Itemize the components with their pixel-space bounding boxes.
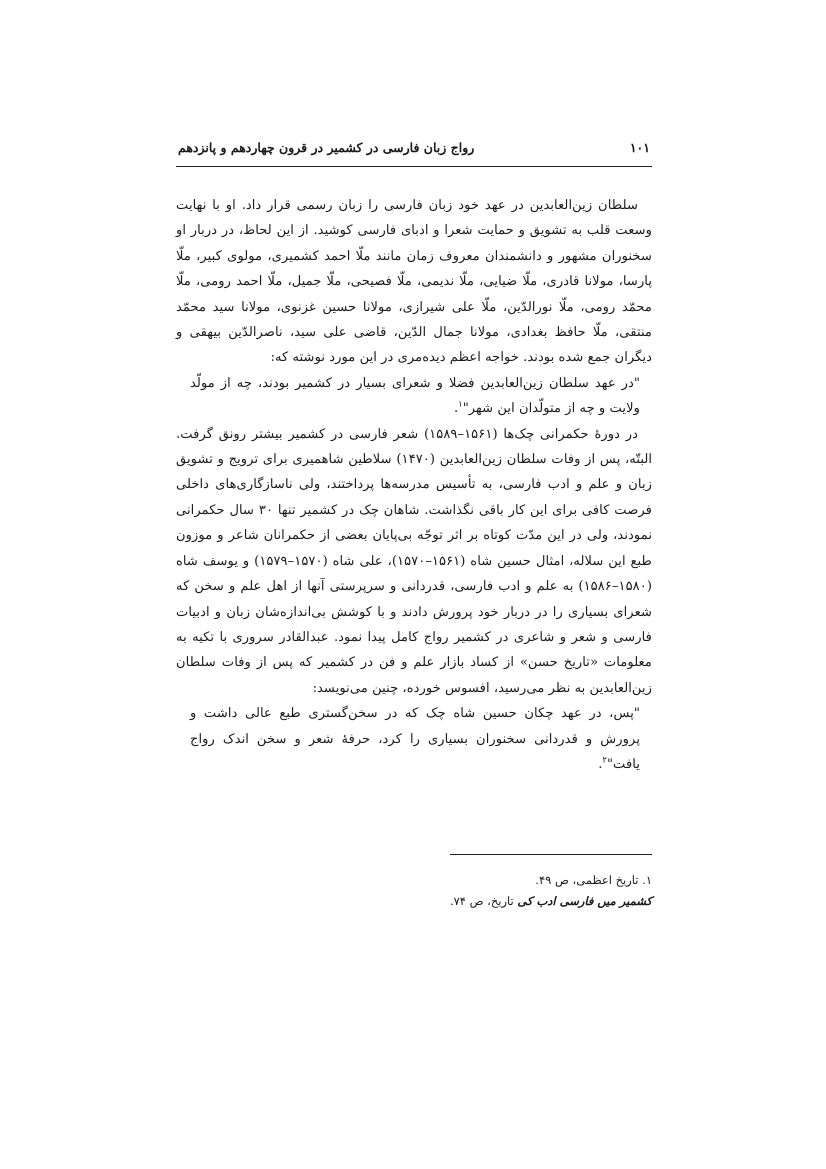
quote-1-period: .: [453, 401, 459, 417]
running-title: رواج زبان فارسی در کشمیر در قرون چهاردهم و پانزدهم: [178, 140, 475, 155]
page-number: ۱۰۱: [629, 140, 650, 155]
footnotes: [176, 870, 652, 912]
running-header: [176, 140, 652, 167]
body-text: [176, 193, 652, 777]
quote-2-text: "پس، در عهد چکان حسین شاه چک که در سخن‌گستری طبع عالی داشت و پرورش و قدردانی سخنوران بسیاری را کرد، حرفهٔ شعر و سخن اندک رواج یافت": [190, 706, 640, 772]
document-page: [176, 140, 653, 908]
footnote-1: ۱. تاریخ اعظمی، ص ۴۹.: [535, 873, 652, 887]
footnote-ref-2: ۲: [602, 755, 607, 766]
footnote-2: [176, 891, 652, 912]
footnote-ref-1: ۱: [458, 399, 463, 410]
footnote-divider: [450, 854, 652, 855]
quote-1: [190, 371, 640, 422]
paragraph-1: سلطان زین‌العابدین در عهد خود زبان فارسی را زبان رسمی قرار داد. او با نهایت وسعت قلب به تشویق و حمایت شعرا و ادبای فارسی کوشید. از این لحاظ، در دربار او سخنوران مشهور و دانشمندان معروف زمان مانند ملّا احمد کشمیری، مولوی کبیر، ملّا پارسا، مولانا قادری، ملّا ضیایی، ملّا ندیمی، ملّا فصیحی، ملّا جمیل، ملّا احمد رومی، ملّا محمّد رومی، ملّا نورالدّین، ملّا علی شیرازی، مولانا حسین غزنوی، مولانا سید محمّد منتقی، ملّا حافظ بغدادی، مولانا جمال الدّین، قاضی علی سید، ناصرالدّین بیهقی و دیگران جمع شده بودند. خواجه اعظم دیده‌مری در این مورد نوشته که:: [176, 198, 652, 366]
quote-2-period: .: [598, 756, 603, 772]
quote-1-text: "در عهد سلطان زین‌العابدین فضلا و شعرای بسیار در کشمیر بودند، چه از مولّد ولایت و چه از متولّدان این شهر": [190, 375, 640, 417]
footnote-2-rest: تاریخ، ص ۷۴.: [449, 894, 518, 908]
paragraph-2: در دورهٔ حکمرانی چک‌ها (۱۵۶۱–۱۵۸۹) شعر فارسی در کشمیر بیشتر رونق گرفت. البتّه، پس از وفات سلطان زین‌العابدین (۱۴۷۰) سلاطین شاهمیری برای ترویج و تشویق زبان و علم و ادب فارسی، به تأسیس مدرسه‌ها پرداختند، ولی ناسازگاری‌های داخلی فرصت کافی برای این کار باقی نگذاشت. شاهان چک در کشمیر تنها ۳۰ سال حکمرانی نمودند، ولی در این مدّت کوتاه بر اثر توجّه بی‌پایان بعضی از حکمرانان شاعر و موزون طبع این سلاله، امثال حسین شاه (۱۵۶۱–۱۵۷۰)، علی شاه (۱۵۷۰–۱۵۷۹) و یوسف شاه (۱۵۸۰–۱۵۸۶) به علم و ادب فارسی، قدردانی و سرپرستی آنها از اهل علم و سخن که شعرای بسیاری را در دربار خود پرورش دادند و با کوشش بی‌اندازه‌شان زبان و ادبیات فارسی و شعر و شاعری در کشمیر رواج کامل پیدا نمود. عبدالقادر سروری با تکیه به معلومات «تاریخ حسن» از کساد بازار علم و فن در کشمیر که پس از وفات سلطان زین‌العابدین به نظر می‌رسید، افسوس خورده، چنین می‌نویسد:: [176, 426, 653, 696]
quote-2: [190, 701, 640, 777]
footnote-2-book-title: کشمیر میں فارسی ادب کی: [517, 894, 652, 908]
